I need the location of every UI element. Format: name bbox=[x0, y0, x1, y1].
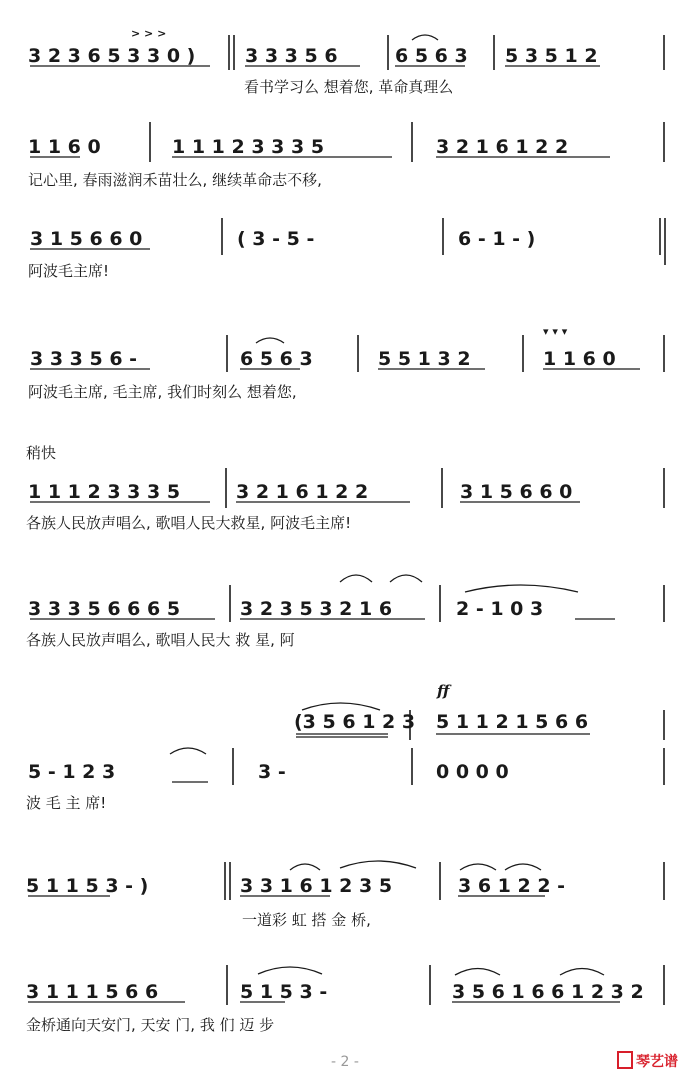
watermark-text: 琴艺谱 bbox=[636, 1054, 678, 1070]
slur bbox=[455, 969, 500, 976]
lyrics-line-1: 看书学习么 想着您, 革命真理么 bbox=[244, 78, 454, 96]
notes-line-8-m1: 5 1 1 5 3 - ) bbox=[26, 875, 149, 897]
accent-marks: > > > bbox=[131, 27, 167, 40]
score-line-1 bbox=[28, 27, 664, 96]
notes-line-5-m3: 3 1 5 6 6 0 bbox=[460, 481, 573, 503]
tie bbox=[258, 967, 322, 974]
notes-line-3-m3: 6 - 1 - ) bbox=[458, 228, 536, 250]
lyrics-line-2: 记心里, 春雨滋润禾苗壮么, 继续革命志不移, bbox=[28, 171, 322, 189]
accent-marks: ▾ ▾ ▾ bbox=[543, 325, 568, 338]
slur bbox=[302, 703, 380, 710]
notes-line-7-m2: 3 - bbox=[258, 761, 286, 783]
dynamic-marking: ff bbox=[437, 682, 450, 700]
page-number: - 2 - bbox=[331, 1054, 359, 1070]
score-line-6 bbox=[26, 575, 664, 649]
notes-line-3-m2: ( 3 - 5 - bbox=[237, 228, 315, 250]
watermark-logo bbox=[618, 1052, 678, 1070]
tie bbox=[465, 585, 578, 592]
slur bbox=[170, 748, 206, 754]
slur bbox=[505, 864, 541, 870]
slur bbox=[390, 575, 422, 582]
score-line-2 bbox=[28, 122, 664, 189]
lyrics-line-4: 阿波毛主席, 毛主席, 我们时刻么 想着您, bbox=[28, 383, 297, 401]
notes-line-4-m1: 3 3 3 5 6 - bbox=[30, 348, 138, 370]
notes-line-8-m2: 3 3 1 6 1 2 3 5 bbox=[240, 875, 393, 897]
lyrics-line-3: 阿波毛主席! bbox=[28, 262, 110, 280]
notes-line-6-m2: 3 2 3 5 3 2 1 6 bbox=[240, 598, 393, 620]
notes-line-7-m1: 5 - 1 2 3 bbox=[28, 761, 116, 783]
notes-line-9-m1: 3 1 1 1 5 6 6 bbox=[26, 981, 159, 1003]
slur bbox=[340, 575, 372, 582]
tie bbox=[340, 861, 416, 868]
notes-line-7-upper-intro: (3 5 6 1 2 3 bbox=[294, 711, 416, 733]
notes-line-2-m3: 3 2 1 6 1 2 2 bbox=[436, 136, 569, 158]
notes-line-1-m2: 3 3 3 5 6 bbox=[245, 45, 338, 67]
notes-line-2-m1: 1 1 6 0 bbox=[28, 136, 101, 158]
slur bbox=[460, 864, 496, 870]
score-line-4 bbox=[28, 325, 664, 401]
slur bbox=[256, 338, 284, 343]
notes-line-7-upper-m: 5 1 1 2 1 5 6 6 bbox=[436, 711, 589, 733]
notes-line-6-m3: 2 - 1 0 3 bbox=[456, 598, 544, 620]
notes-line-1-m4: 5 3 5 1 2 bbox=[505, 45, 598, 67]
notes-line-1-m3: 6 5 6 3 bbox=[395, 45, 468, 67]
notes-line-3-m1: 3 1 5 6 6 0 bbox=[30, 228, 143, 250]
score-line-7 bbox=[26, 682, 664, 812]
lyrics-line-6: 各族人民放声唱么, 歌唱人民大 救 星, 阿 bbox=[26, 631, 295, 649]
notes-line-9-m2: 5 1 5 3 - bbox=[240, 981, 328, 1003]
notes-line-9-m3: 3 5 6 1 6 6 1 2 3 2 bbox=[452, 981, 644, 1003]
slur bbox=[560, 969, 604, 976]
notes-line-5-m2: 3 2 1 6 1 2 2 bbox=[236, 481, 369, 503]
lyrics-line-7: 波 毛 主 席! bbox=[26, 794, 107, 812]
slur bbox=[290, 864, 320, 870]
lyrics-line-5: 各族人民放声唱么, 歌唱人民大救星, 阿波毛主席! bbox=[26, 514, 352, 532]
lyrics-line-9: 金桥通向天安门, 天安 门, 我 们 迈 步 bbox=[26, 1016, 275, 1034]
score-line-3 bbox=[28, 218, 665, 280]
tempo-marking: 稍快 bbox=[26, 444, 57, 462]
notes-line-8-m3: 3 6 1 2 2 - bbox=[458, 875, 566, 897]
notes-line-7-m3: 0 0 0 0 bbox=[436, 761, 509, 783]
notes-line-4-m3: 5 5 1 3 2 bbox=[378, 348, 471, 370]
score-line-5 bbox=[26, 444, 664, 532]
score-line-9 bbox=[26, 965, 664, 1034]
notes-line-4-m2: 6 5 6 3 bbox=[240, 348, 313, 370]
notes-line-4-m4: 1 1 6 0 bbox=[543, 348, 616, 370]
notes-line-5-m1: 1 1 1 2 3 3 3 5 bbox=[28, 481, 181, 503]
notes-line-1-m1: 3 2 3 6 5 3 3 0 ) bbox=[28, 45, 196, 67]
slur bbox=[412, 35, 438, 40]
notes-line-2-m2: 1 1 1 2 3 3 3 5 bbox=[172, 136, 325, 158]
score-line-8 bbox=[26, 861, 664, 929]
lyrics-line-8: 一道彩 虹 搭 金 桥, bbox=[242, 911, 371, 929]
notes-line-6-m1: 3 3 3 5 6 6 6 5 bbox=[28, 598, 181, 620]
